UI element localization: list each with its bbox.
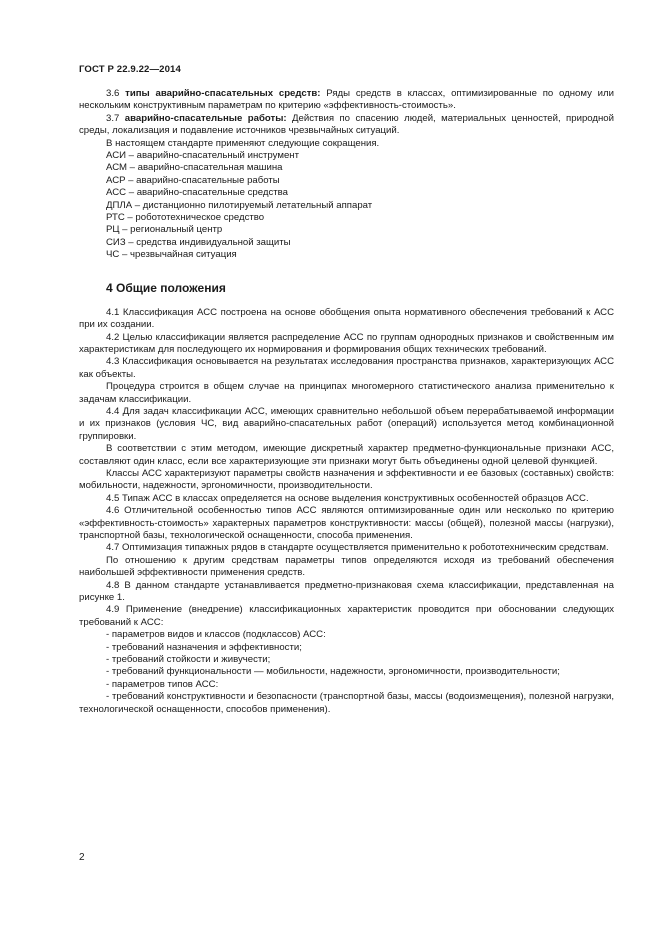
abbreviation-item: РТС – робототехническое средство (106, 212, 265, 224)
paragraph: 4.9 Применение (внедрение) классификационных характеристик проводится при обосновании следующих требований к АСС: (79, 604, 614, 628)
abbreviations-list (79, 150, 614, 262)
list-item: - требований назначения и эффективности; (106, 641, 302, 653)
paragraph: По отношению к другим средствам параметры типов определяются исходя из требований обеспечения наибольшей эффективности применения средств. (79, 554, 614, 579)
abbreviation-item: АСИ – аварийно-спасательный инструмент (106, 150, 299, 162)
abbreviation-item: АСМ – аварийно-спасательная машина (106, 162, 283, 174)
paragraph: 4.5 Типаж АСС в классах определяется на основе выделения конструктивных особенностей образцов АСС. (106, 492, 589, 504)
section-body (79, 307, 614, 716)
paragraph: Классы АСС характеризуют параметры свойств назначения и эффективности и ее базовых (составных) свойств: мобильности, надежности, эргономичности, производительности. (79, 467, 614, 492)
definition-text: Действия по спасению людей, материальных ценностей, природной среды, локализация и подавление источников чрезвычайных ситуаций. (79, 112, 615, 137)
abbreviation-item: АСР – аварийно-спасательные работы (106, 174, 280, 186)
paragraph: 4.1 Классификация АСС построена на основе обобщения опыта нормативного обеспечения требований к АСС при их создании. (79, 306, 614, 331)
abbreviation-item: ЧС – чрезвычайная ситуация (106, 249, 237, 261)
definition-3-6 (79, 88, 614, 113)
definition-3-7 (79, 113, 614, 138)
definition-term: аварийно-спасательные работы: (124, 112, 287, 124)
paragraph: 4.8 В данном стандарте устанавливается предметно-признаковая схема классификации, представленная на рисунке 1. (79, 579, 614, 604)
abbreviation-item: СИЗ – средства индивидуальной защиты (106, 236, 291, 248)
paragraph: 4.3 Классификация основывается на результатах исследования пространства признаков, характеризующих АСС как объекты. (79, 356, 614, 380)
paragraph: В соответствии с этим методом, имеющие дискретный характер предметно-функциональные признаки АСС, составляют один класс, если все характеризующие эти признаки могут быть объединены одной целевой функцией. (79, 443, 614, 467)
definition-text: Ряды средств в классах, оптимизированные по одному или нескольким конструктивным параметрам по критерию «эффективность-стоимость». (79, 88, 614, 112)
list-item: - параметров типов АСС: (106, 678, 219, 690)
paragraph: 4.4 Для задач классификации АСС, имеющих сравнительно небольшой объем перерабатываемой информации и их признаков (условия ЧС, вид аварийно-спасательных работ (операций) используется метод комбинационной группировки. (79, 405, 614, 442)
page-number: 2 (79, 852, 85, 863)
list-item: - требований конструктивности и безопасности (транспортной базы, массы (водоизмещения), полезной нагрузки, технологической оснащенности, способов применения). (79, 691, 614, 715)
abbreviations-intro: В настоящем стандарте применяют следующие сокращения. (106, 137, 380, 149)
paragraph: 4.6 Отличительной особенностью типов АСС являются оптимизированные один или несколько по критерию «эффективность-стоимость» характерных параметров конструктивности: массы (общей), полезной массы (нагрузки), транспортной базы, технологической оснащенности, способа применения. (79, 505, 614, 541)
paragraph: Процедура строится в общем случае на принципах многомерного статистического анализа применительно к задачам классификации. (79, 381, 614, 405)
section-title: 4 Общие положения (106, 280, 226, 295)
abbreviation-item: РЦ – региональный центр (106, 224, 223, 236)
paragraph: 4.7 Оптимизация типажных рядов в стандарте осуществляется применительно к робототехническим средствам. (106, 542, 609, 554)
definition-number: 3.7 (106, 112, 120, 124)
definition-number: 3.6 (106, 88, 120, 99)
list-item: - требований функциональности — мобильности, надежности, эргономичности, производительности; (106, 666, 560, 678)
standard-header: ГОСТ Р 22.9.22—2014 (79, 64, 181, 75)
document-body (79, 88, 614, 716)
paragraph: 4.2 Целью классификации является распределение АСС по группам однородных признаков и свойственным им характеристикам для последующего их нормирования и формирования общих технических требований. (79, 331, 614, 355)
abbreviation-item: ДПЛА – дистанционно пилотируемый летательный аппарат (106, 199, 373, 211)
list-item: - требований стойкости и живучести; (106, 654, 271, 666)
abbreviation-item: АСС – аварийно-спасательные средства (106, 187, 288, 199)
list-item: - параметров видов и классов (подклассов) АСС: (106, 629, 326, 641)
definition-term: типы аварийно-спасательных средств: (125, 88, 321, 99)
